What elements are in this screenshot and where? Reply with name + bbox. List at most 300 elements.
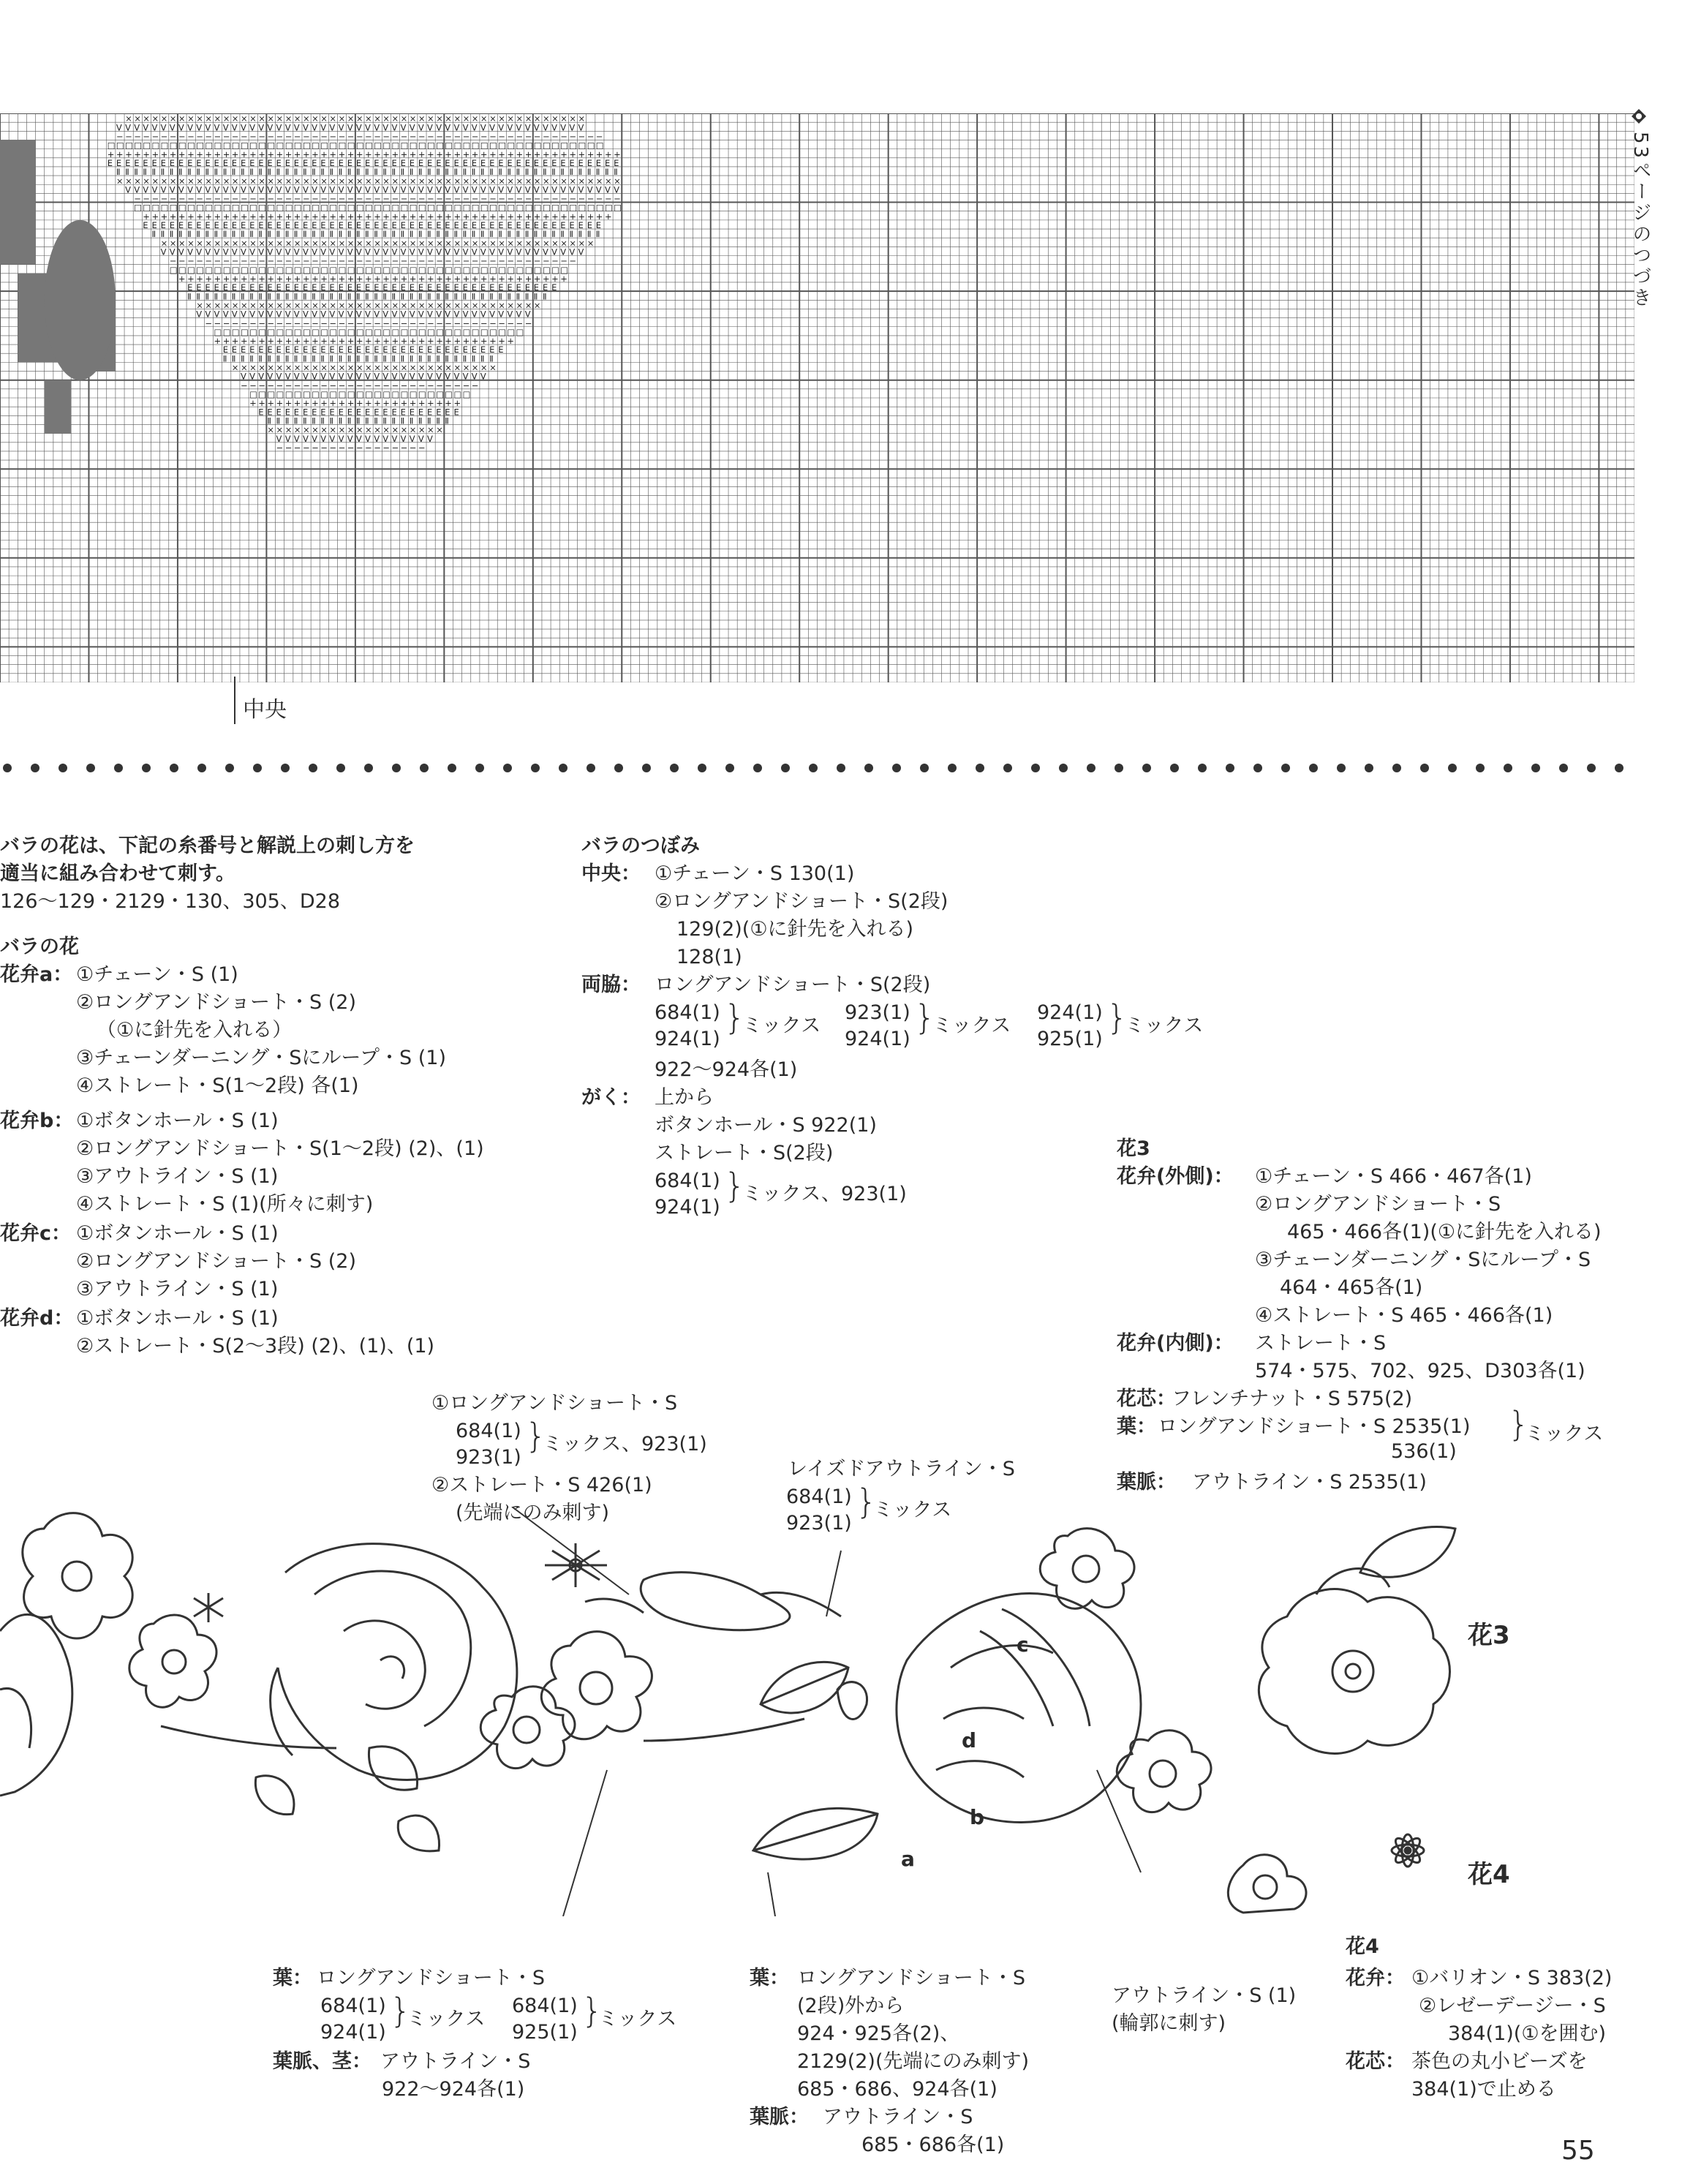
- svg-text:V: V: [231, 122, 238, 133]
- svg-text:+: +: [436, 398, 443, 409]
- brace-icon: }: [390, 1991, 412, 2030]
- svg-text:□: □: [214, 202, 222, 213]
- svg-text:E: E: [489, 157, 495, 168]
- svg-text:×: ×: [267, 362, 275, 373]
- svg-text:−: −: [400, 131, 408, 142]
- svg-text:V: V: [427, 371, 433, 382]
- svg-text:V: V: [312, 371, 317, 382]
- svg-text:×: ×: [400, 424, 408, 435]
- svg-text:□: □: [445, 264, 453, 275]
- svg-text:V: V: [365, 309, 371, 320]
- svg-text:−: −: [436, 255, 443, 266]
- svg-text:E: E: [445, 344, 450, 355]
- svg-text:×: ×: [516, 113, 524, 124]
- bottom-mid-line: 685・686、924各(1): [797, 2078, 997, 2101]
- svg-text:Ⅱ: Ⅱ: [516, 167, 521, 178]
- svg-text:+: +: [365, 398, 372, 409]
- svg-text:V: V: [355, 371, 362, 382]
- svg-text:Ⅱ: Ⅱ: [267, 291, 272, 302]
- svg-text:+: +: [303, 148, 310, 159]
- svg-text:−: −: [516, 255, 524, 266]
- bud-heading: バラのつぼみ: [581, 835, 700, 857]
- svg-text:Ⅱ: Ⅱ: [312, 167, 316, 178]
- svg-text:×: ×: [338, 362, 346, 373]
- svg-text:+: +: [365, 211, 372, 222]
- svg-text:+: +: [267, 274, 275, 284]
- svg-text:Ⅱ: Ⅱ: [400, 415, 405, 426]
- svg-text:E: E: [347, 157, 352, 168]
- svg-text:+: +: [303, 274, 310, 284]
- svg-text:×: ×: [160, 113, 168, 124]
- svg-text:+: +: [196, 274, 203, 284]
- svg-text:+: +: [320, 211, 328, 222]
- svg-text:E: E: [320, 282, 326, 293]
- svg-text:×: ×: [498, 300, 505, 311]
- svg-text:V: V: [391, 184, 398, 195]
- svg-text:E: E: [276, 220, 282, 230]
- svg-text:−: −: [480, 131, 488, 142]
- svg-text:+: +: [178, 274, 186, 284]
- flower3-outer-line: ③チェーンダーニング・Sにループ・S: [1255, 1249, 1591, 1271]
- svg-text:×: ×: [471, 300, 479, 311]
- petal-d-label: 花弁d：: [0, 1307, 74, 1330]
- svg-text:+: +: [125, 148, 132, 159]
- svg-text:V: V: [143, 122, 149, 133]
- svg-text:Ⅱ: Ⅱ: [507, 229, 512, 240]
- svg-text:−: −: [489, 193, 497, 204]
- svg-text:−: −: [374, 193, 381, 204]
- svg-text:+: +: [418, 211, 426, 222]
- svg-text:×: ×: [355, 238, 363, 249]
- brace-icon: }: [724, 1166, 746, 1205]
- svg-text:+: +: [569, 148, 577, 159]
- svg-text:−: −: [329, 255, 337, 266]
- svg-text:−: −: [312, 193, 319, 204]
- svg-text:□: □: [355, 264, 364, 275]
- svg-text:×: ×: [436, 362, 443, 373]
- svg-text:×: ×: [569, 238, 577, 249]
- svg-text:V: V: [355, 184, 362, 195]
- svg-text:+: +: [312, 211, 319, 222]
- svg-text:+: +: [409, 211, 417, 222]
- svg-text:□: □: [293, 389, 302, 399]
- svg-text:□: □: [222, 264, 231, 275]
- svg-text:×: ×: [391, 300, 399, 311]
- svg-text:×: ×: [320, 176, 328, 187]
- svg-text:×: ×: [453, 300, 461, 311]
- svg-text:×: ×: [320, 362, 328, 373]
- svg-text:□: □: [524, 202, 533, 213]
- svg-text:V: V: [587, 184, 593, 195]
- svg-text:V: V: [231, 184, 238, 195]
- svg-text:×: ×: [551, 238, 559, 249]
- svg-text:E: E: [543, 282, 548, 293]
- svg-text:−: −: [391, 442, 399, 453]
- svg-text:V: V: [205, 246, 211, 257]
- flower3-outer-line: ①チェーン・S 466・467各(1): [1255, 1165, 1532, 1188]
- svg-text:×: ×: [196, 113, 203, 124]
- svg-text:+: +: [578, 148, 586, 159]
- svg-text:×: ×: [498, 113, 505, 124]
- svg-text:+: +: [231, 148, 239, 159]
- svg-text:−: −: [400, 193, 408, 204]
- svg-text:×: ×: [222, 300, 230, 311]
- svg-text:×: ×: [320, 424, 328, 435]
- mix-number: 684(1): [512, 1995, 578, 2017]
- svg-text:×: ×: [365, 362, 372, 373]
- svg-text:V: V: [462, 184, 469, 195]
- svg-text:−: −: [400, 442, 408, 453]
- intro-line-2: 適当に組み合わせて刺す。: [0, 862, 235, 885]
- svg-text:×: ×: [347, 362, 355, 373]
- flower4-core-line: 茶色の丸小ビーズを: [1411, 2050, 1588, 2073]
- svg-text:+: +: [543, 148, 550, 159]
- svg-text:□: □: [400, 389, 409, 399]
- svg-text:Ⅱ: Ⅱ: [365, 291, 369, 302]
- svg-text:Ⅱ: Ⅱ: [312, 291, 316, 302]
- svg-text:Ⅱ: Ⅱ: [303, 291, 307, 302]
- svg-text:−: −: [409, 131, 417, 142]
- svg-text:□: □: [489, 202, 497, 213]
- svg-text:□: □: [249, 140, 257, 151]
- svg-text:Ⅱ: Ⅱ: [409, 167, 414, 178]
- svg-text:+: +: [355, 336, 363, 347]
- svg-text:V: V: [400, 246, 407, 257]
- svg-text:□: □: [382, 140, 391, 151]
- svg-text:×: ×: [355, 362, 363, 373]
- svg-text:×: ×: [347, 424, 355, 435]
- svg-text:×: ×: [453, 176, 461, 187]
- svg-text:E: E: [489, 344, 495, 355]
- svg-text:E: E: [382, 157, 388, 168]
- svg-text:−: −: [178, 131, 186, 142]
- svg-text:V: V: [303, 309, 309, 320]
- svg-text:V: V: [453, 184, 460, 195]
- svg-text:−: −: [231, 193, 239, 204]
- svg-text:+: +: [507, 211, 515, 222]
- svg-text:+: +: [453, 398, 461, 409]
- callout-top-a-line: 923(1): [456, 1446, 521, 1469]
- svg-text:+: +: [498, 274, 505, 284]
- svg-text:V: V: [214, 246, 220, 257]
- svg-text:×: ×: [312, 362, 319, 373]
- svg-text:E: E: [329, 344, 335, 355]
- svg-text:E: E: [382, 282, 388, 293]
- svg-text:E: E: [160, 220, 166, 230]
- mix-number: 924(1): [845, 1028, 910, 1050]
- svg-text:□: □: [400, 264, 409, 275]
- svg-text:E: E: [471, 282, 478, 293]
- svg-text:−: −: [374, 380, 381, 391]
- svg-text:+: +: [498, 148, 505, 159]
- svg-text:□: □: [276, 202, 284, 213]
- svg-text:E: E: [533, 157, 540, 168]
- svg-text:×: ×: [462, 300, 470, 311]
- svg-text:□: □: [178, 140, 186, 151]
- svg-text:+: +: [329, 148, 337, 159]
- svg-text:V: V: [222, 309, 229, 320]
- svg-text:−: −: [533, 193, 541, 204]
- svg-text:□: □: [409, 389, 418, 399]
- svg-text:×: ×: [436, 176, 443, 187]
- svg-text:V: V: [516, 184, 522, 195]
- svg-text:×: ×: [365, 176, 372, 187]
- bud-sides-line: ロングアンドショート・S(2段): [655, 974, 931, 996]
- svg-text:V: V: [134, 184, 140, 195]
- svg-text:Ⅱ: Ⅱ: [489, 353, 494, 364]
- svg-text:×: ×: [551, 113, 559, 124]
- brace-icon: }: [1106, 998, 1128, 1037]
- svg-text:E: E: [276, 282, 282, 293]
- flower3-inner-line: 574・575、702、925、D303各(1): [1255, 1360, 1585, 1382]
- intro-line-3: 126〜129・2129・130、305、D28: [0, 890, 340, 913]
- svg-text:□: □: [409, 264, 418, 275]
- svg-text:V: V: [409, 433, 415, 444]
- svg-text:Ⅱ: Ⅱ: [178, 229, 183, 240]
- svg-text:+: +: [116, 148, 124, 159]
- svg-text:Ⅱ: Ⅱ: [578, 167, 583, 178]
- svg-text:V: V: [151, 122, 158, 133]
- svg-text:+: +: [222, 148, 230, 159]
- svg-text:V: V: [605, 184, 611, 195]
- svg-text:V: V: [400, 184, 407, 195]
- svg-text:V: V: [462, 246, 469, 257]
- svg-text:E: E: [169, 220, 176, 230]
- svg-text:−: −: [338, 442, 346, 453]
- svg-text:Ⅱ: Ⅱ: [560, 229, 565, 240]
- svg-text:□: □: [267, 326, 276, 337]
- svg-text:□: □: [329, 389, 338, 399]
- svg-text:+: +: [524, 274, 532, 284]
- petal-a-line: （①に針先を入れる）: [97, 1019, 293, 1042]
- svg-text:V: V: [347, 433, 353, 444]
- svg-text:−: −: [160, 131, 168, 142]
- svg-text:−: −: [303, 131, 310, 142]
- svg-text:+: +: [471, 336, 479, 347]
- petal-b-line: ④ストレート・S (1)(所々に刺す): [76, 1193, 374, 1216]
- svg-text:□: □: [258, 389, 267, 399]
- svg-text:×: ×: [312, 424, 319, 435]
- svg-text:−: −: [365, 442, 372, 453]
- svg-text:E: E: [196, 157, 202, 168]
- svg-text:×: ×: [231, 113, 239, 124]
- svg-text:×: ×: [160, 176, 168, 187]
- svg-text:×: ×: [196, 300, 203, 311]
- svg-text:−: −: [178, 193, 186, 204]
- svg-text:□: □: [293, 264, 302, 275]
- svg-text:V: V: [400, 433, 407, 444]
- svg-text:E: E: [320, 220, 326, 230]
- svg-text:Ⅱ: Ⅱ: [436, 229, 440, 240]
- svg-text:Ⅱ: Ⅱ: [436, 291, 440, 302]
- svg-text:E: E: [303, 344, 309, 355]
- svg-text:□: □: [507, 202, 516, 213]
- svg-text:Ⅱ: Ⅱ: [418, 291, 423, 302]
- svg-text:+: +: [471, 211, 479, 222]
- svg-text:×: ×: [409, 300, 417, 311]
- svg-text:□: □: [427, 326, 435, 337]
- svg-text:×: ×: [355, 300, 363, 311]
- petal-b-line: ①ボタンホール・S (1): [76, 1110, 279, 1132]
- svg-text:+: +: [533, 274, 541, 284]
- flower4-petal-line: ①バリオン・S 383(2): [1411, 1967, 1613, 1989]
- svg-text:Ⅱ: Ⅱ: [196, 167, 200, 178]
- svg-text:−: −: [418, 193, 426, 204]
- svg-text:□: □: [267, 140, 276, 151]
- svg-text:E: E: [453, 407, 459, 418]
- svg-text:+: +: [569, 211, 577, 222]
- svg-text:□: □: [365, 326, 373, 337]
- svg-text:×: ×: [365, 300, 372, 311]
- svg-text:V: V: [258, 122, 265, 133]
- svg-text:V: V: [560, 246, 567, 257]
- svg-text:E: E: [445, 282, 450, 293]
- svg-text:V: V: [418, 433, 424, 444]
- svg-text:×: ×: [480, 362, 488, 373]
- svg-text:E: E: [196, 220, 202, 230]
- svg-text:×: ×: [293, 300, 301, 311]
- svg-text:−: −: [338, 380, 346, 391]
- svg-text:E: E: [178, 220, 184, 230]
- svg-text:Ⅱ: Ⅱ: [267, 167, 272, 178]
- svg-text:V: V: [516, 122, 522, 133]
- svg-text:×: ×: [543, 113, 550, 124]
- brace-icon: }: [724, 998, 746, 1037]
- svg-text:+: +: [462, 336, 470, 347]
- svg-text:−: −: [196, 255, 203, 266]
- petal-a-label: 花弁a：: [0, 963, 73, 986]
- svg-text:+: +: [258, 274, 265, 284]
- svg-text:×: ×: [151, 113, 159, 124]
- svg-text:+: +: [329, 336, 337, 347]
- svg-text:−: −: [284, 380, 293, 391]
- svg-text:V: V: [293, 122, 300, 133]
- svg-text:+: +: [338, 336, 346, 347]
- svg-text:□: □: [436, 202, 445, 213]
- svg-text:E: E: [462, 157, 468, 168]
- svg-text:Ⅱ: Ⅱ: [276, 167, 281, 178]
- svg-text:+: +: [489, 148, 497, 159]
- svg-text:×: ×: [355, 176, 363, 187]
- svg-text:V: V: [187, 246, 193, 257]
- svg-text:□: □: [205, 264, 214, 275]
- svg-text:V: V: [178, 246, 184, 257]
- svg-text:E: E: [249, 344, 255, 355]
- svg-text:Ⅱ: Ⅱ: [222, 291, 227, 302]
- svg-text:Ⅱ: Ⅱ: [427, 167, 431, 178]
- svg-text:+: +: [445, 398, 452, 409]
- brace-icon: }: [581, 1991, 603, 2030]
- svg-text:V: V: [374, 433, 380, 444]
- flower3-label: 花3: [1468, 1621, 1510, 1650]
- svg-text:V: V: [169, 122, 176, 133]
- svg-text:V: V: [445, 184, 451, 195]
- svg-text:×: ×: [560, 238, 567, 249]
- svg-text:E: E: [143, 157, 148, 168]
- svg-text:−: −: [143, 193, 150, 204]
- svg-text:Ⅱ: Ⅱ: [249, 353, 254, 364]
- svg-text:□: □: [214, 264, 222, 275]
- svg-text:E: E: [391, 407, 397, 418]
- svg-text:−: −: [427, 317, 434, 328]
- bottom-left-vein-line: 922〜924各(1): [382, 2078, 525, 2101]
- svg-text:+: +: [214, 274, 222, 284]
- svg-text:+: +: [418, 274, 426, 284]
- svg-text:V: V: [427, 246, 433, 257]
- svg-text:+: +: [214, 211, 222, 222]
- svg-text:V: V: [267, 309, 274, 320]
- svg-text:□: □: [355, 389, 364, 399]
- svg-text:E: E: [125, 157, 131, 168]
- dotted-divider: [0, 761, 1638, 775]
- svg-text:□: □: [480, 326, 489, 337]
- svg-text:+: +: [258, 148, 265, 159]
- svg-text:□: □: [241, 202, 249, 213]
- svg-text:+: +: [258, 211, 265, 222]
- flower3-inner-label: 花弁(内側)：: [1117, 1332, 1234, 1355]
- svg-text:−: −: [391, 380, 399, 391]
- svg-text:+: +: [480, 148, 488, 159]
- svg-text:−: −: [391, 193, 399, 204]
- svg-text:+: +: [427, 274, 434, 284]
- svg-text:×: ×: [241, 176, 248, 187]
- svg-text:E: E: [355, 157, 362, 168]
- svg-text:×: ×: [329, 238, 337, 249]
- svg-text:−: −: [595, 193, 603, 204]
- svg-text:−: −: [231, 317, 239, 328]
- svg-text:□: □: [409, 140, 418, 151]
- svg-text:□: □: [267, 202, 276, 213]
- svg-text:×: ×: [400, 362, 408, 373]
- svg-text:□: □: [205, 140, 214, 151]
- svg-text:Ⅱ: Ⅱ: [320, 167, 325, 178]
- svg-text:−: −: [427, 193, 434, 204]
- svg-text:+: +: [409, 398, 417, 409]
- svg-text:×: ×: [391, 113, 399, 124]
- svg-text:V: V: [427, 433, 433, 444]
- svg-text:Ⅱ: Ⅱ: [312, 353, 316, 364]
- svg-text:E: E: [436, 407, 442, 418]
- svg-text:+: +: [445, 211, 452, 222]
- svg-text:−: −: [329, 442, 337, 453]
- svg-text:×: ×: [507, 176, 515, 187]
- svg-text:Ⅱ: Ⅱ: [374, 291, 378, 302]
- bud-center-line: 128(1): [676, 946, 742, 968]
- svg-text:□: □: [347, 202, 355, 213]
- svg-text:V: V: [347, 184, 353, 195]
- svg-text:V: V: [267, 246, 274, 257]
- svg-text:+: +: [249, 336, 257, 347]
- svg-text:E: E: [196, 282, 202, 293]
- svg-text:×: ×: [462, 113, 470, 124]
- svg-text:−: −: [241, 131, 248, 142]
- svg-text:V: V: [355, 309, 362, 320]
- svg-text:E: E: [471, 157, 478, 168]
- svg-text:−: −: [134, 193, 141, 204]
- svg-text:+: +: [391, 336, 399, 347]
- svg-text:×: ×: [436, 424, 443, 435]
- svg-text:Ⅱ: Ⅱ: [347, 291, 352, 302]
- svg-text:×: ×: [382, 362, 390, 373]
- petal-c-label: 花弁c：: [0, 1222, 72, 1245]
- svg-text:□: □: [303, 389, 311, 399]
- svg-text:−: −: [320, 317, 328, 328]
- svg-text:□: □: [382, 264, 391, 275]
- svg-text:×: ×: [347, 176, 355, 187]
- svg-text:+: +: [427, 211, 434, 222]
- svg-text:Ⅱ: Ⅱ: [169, 229, 174, 240]
- svg-text:V: V: [462, 309, 469, 320]
